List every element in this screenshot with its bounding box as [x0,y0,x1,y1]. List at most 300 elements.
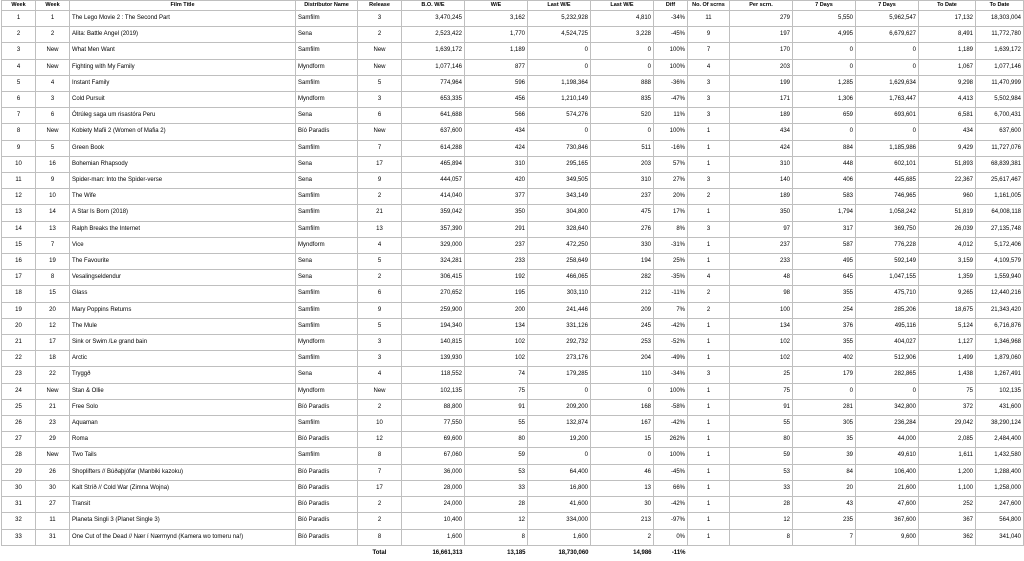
film-title-cell: Free Solo [70,399,296,415]
we-cell: 200 [465,302,528,318]
last-we-adm-cell: 30 [591,497,654,513]
seven-days-cell: 367,600 [856,513,919,529]
film-title-cell: Instant Family [70,75,296,91]
last-we-adm-cell: 13 [591,480,654,496]
diff-cell: 100% [654,59,688,75]
bo-we-cell: 36,000 [402,464,465,480]
week-cell: 1 [2,11,36,27]
we-cell: 53 [465,464,528,480]
seven-days-cell: 0 [856,59,919,75]
to-date-cell: 5,172,406 [976,237,1024,253]
diff-cell: -47% [654,92,688,108]
to-date-adm-cell: 1,499 [919,351,976,367]
table-row [2,108,1024,124]
last-we-adm-col-header: Last W/E [591,1,654,11]
film-title-cell: One Cut of the Dead // Nær í Nærmynd (Kamera wo tomeru na!) [70,529,296,545]
last-we-cell: 472,250 [528,237,591,253]
week-cell: 18 [2,286,36,302]
prev-week-cell: 1 [36,11,70,27]
bo-we-cell: 637,600 [402,124,465,140]
film-title-cell: Glass [70,286,296,302]
week-cell: 4 [2,59,36,75]
bo-we-cell: 1,639,172 [402,43,465,59]
per-screen-cell: 48 [730,270,793,286]
prev-week-cell: 9 [36,173,70,189]
prev-week-cell: New [36,448,70,464]
diff-cell: 100% [654,124,688,140]
per-screen-cell: 28 [730,497,793,513]
prev-week-cell: 15 [36,286,70,302]
distributor-cell: Samfilm [296,448,358,464]
per-screen-cell: 102 [730,351,793,367]
per-screen-cell: 97 [730,221,793,237]
seven-days-adm-cell: 317 [793,221,856,237]
bo-we-cell: 1,600 [402,529,465,545]
we-cell: 59 [465,448,528,464]
last-we-cell: 295,165 [528,156,591,172]
week-cell: 17 [2,270,36,286]
week-cell: 27 [2,432,36,448]
diff-cell: 17% [654,205,688,221]
we-cell: 3,162 [465,11,528,27]
to-date-adm-cell: 1,100 [919,480,976,496]
totals-last-we-adm: 14,986 [633,549,652,556]
we-cell: 28 [465,497,528,513]
per-screen-cell: 100 [730,302,793,318]
per-screen-cell: 279 [730,11,793,27]
prev-week-col-header: Week [36,1,70,11]
seven-days-cell: 106,400 [856,464,919,480]
to-date-adm-col-header: To Date [919,1,976,11]
bo-we-cell: 444,057 [402,173,465,189]
seven-days-cell: 1,763,447 [856,92,919,108]
table-row [2,529,1024,545]
last-we-cell: 4,524,725 [528,27,591,43]
screens-cell: 1 [688,254,730,270]
table-row [2,43,1024,59]
last-we-cell: 5,232,928 [528,11,591,27]
last-we-cell: 64,400 [528,464,591,480]
release-cell: 3 [358,92,402,108]
box-office-table [1,0,1024,561]
release-cell: 4 [358,367,402,383]
last-we-cell: 41,600 [528,497,591,513]
release-cell: 17 [358,156,402,172]
screens-cell: 7 [688,43,730,59]
week-cell: 25 [2,399,36,415]
distributor-cell: Bíó Paradís [296,432,358,448]
week-cell: 29 [2,464,36,480]
table-header [2,1,1024,11]
distributor-cell: Samfilm [296,43,358,59]
diff-cell: -31% [654,237,688,253]
prev-week-cell: 26 [36,464,70,480]
screens-cell: 4 [688,270,730,286]
to-date-adm-cell: 26,039 [919,221,976,237]
prev-week-cell: 12 [36,318,70,334]
seven-days-adm-cell: 20 [793,480,856,496]
we-cell: 195 [465,286,528,302]
prev-week-cell: 13 [36,221,70,237]
week-cell: 22 [2,351,36,367]
seven-days-adm-cell: 1,285 [793,75,856,91]
last-we-col-header: Last W/E [528,1,591,11]
release-cell: 2 [358,189,402,205]
screens-cell: 3 [688,108,730,124]
last-we-adm-cell: 835 [591,92,654,108]
last-we-adm-cell: 4,810 [591,11,654,27]
seven-days-adm-cell: 0 [793,124,856,140]
bo-we-cell: 2,523,422 [402,27,465,43]
release-cell: 6 [358,286,402,302]
to-date-cell: 1,639,172 [976,43,1024,59]
screens-cell: 1 [688,513,730,529]
film-title-cell: Transit [70,497,296,513]
seven-days-adm-cell: 355 [793,335,856,351]
seven-days-adm-cell: 448 [793,156,856,172]
table-row [2,367,1024,383]
table-row [2,173,1024,189]
screens-cell: 1 [688,124,730,140]
seven-days-cell: 475,710 [856,286,919,302]
seven-days-adm-cell: 884 [793,140,856,156]
we-cell: 33 [465,480,528,496]
table-row [2,254,1024,270]
prev-week-cell: 4 [36,75,70,91]
prev-week-cell: 7 [36,237,70,253]
seven-days-adm-cell: 495 [793,254,856,270]
bo-we-cell: 259,900 [402,302,465,318]
per-screen-cell: 199 [730,75,793,91]
seven-days-cell: 1,185,986 [856,140,919,156]
last-we-adm-cell: 167 [591,416,654,432]
seven-days-adm-cell: 587 [793,237,856,253]
week-cell: 26 [2,416,36,432]
per-screen-cell: 134 [730,318,793,334]
release-col-header: Release [358,1,402,11]
last-we-cell: 16,800 [528,480,591,496]
diff-cell: 66% [654,480,688,496]
diff-cell: 100% [654,43,688,59]
film-title-cell: Shoplifters // Búðaþjófar (Manbiki kazoku) [70,464,296,480]
per-screen-cell: 91 [730,399,793,415]
prev-week-cell: 17 [36,335,70,351]
film-title-cell: Vice [70,237,296,253]
distributor-cell: Myndform [296,237,358,253]
table-row [2,335,1024,351]
to-date-cell: 1,267,491 [976,367,1024,383]
to-date-adm-cell: 1,189 [919,43,976,59]
we-cell: 8 [465,529,528,545]
we-cell: 192 [465,270,528,286]
diff-cell: -45% [654,27,688,43]
to-date-cell: 2,484,400 [976,432,1024,448]
we-cell: 1,189 [465,43,528,59]
distributor-col-header: Distributor Name [296,1,358,11]
film-title-cell: Tryggð [70,367,296,383]
week-cell: 20 [2,318,36,334]
last-we-adm-cell: 520 [591,108,654,124]
per-screen-cell: 424 [730,140,793,156]
table-row [2,59,1024,75]
release-cell: 6 [358,108,402,124]
prev-week-cell: 29 [36,432,70,448]
to-date-cell: 25,617,467 [976,173,1024,189]
film-title-cell: The Lego Movie 2 : The Second Part [70,11,296,27]
seven-days-adm-cell: 402 [793,351,856,367]
distributor-cell: Sena [296,367,358,383]
diff-cell: 8% [654,221,688,237]
diff-cell: 25% [654,254,688,270]
last-we-cell: 466,065 [528,270,591,286]
seven-days-cell: 1,629,634 [856,75,919,91]
last-we-adm-cell: 212 [591,286,654,302]
screens-cell: 1 [688,432,730,448]
bo-we-cell: 641,688 [402,108,465,124]
to-date-adm-cell: 51,893 [919,156,976,172]
to-date-cell: 4,109,579 [976,254,1024,270]
table-row [2,318,1024,334]
seven-days-adm-cell: 35 [793,432,856,448]
diff-cell: -42% [654,497,688,513]
to-date-adm-cell: 252 [919,497,976,513]
per-screen-cell: 189 [730,108,793,124]
per-screen-cell: 55 [730,416,793,432]
we-cell: 1,770 [465,27,528,43]
diff-cell: 100% [654,383,688,399]
to-date-cell: 11,470,999 [976,75,1024,91]
bo-we-cell: 465,894 [402,156,465,172]
release-cell: 5 [358,75,402,91]
seven-days-cell: 21,600 [856,480,919,496]
bo-we-cell: 24,000 [402,497,465,513]
screens-cell: 1 [688,318,730,334]
seven-days-adm-cell: 0 [793,43,856,59]
to-date-adm-cell: 362 [919,529,976,545]
to-date-adm-cell: 372 [919,399,976,415]
to-date-cell: 564,800 [976,513,1024,529]
per-screen-cell: 189 [730,189,793,205]
last-we-adm-cell: 15 [591,432,654,448]
to-date-cell: 1,161,005 [976,189,1024,205]
to-date-cell: 1,288,400 [976,464,1024,480]
table-body [2,11,1024,546]
week-cell: 21 [2,335,36,351]
seven-days-cell: 369,750 [856,221,919,237]
week-cell: 11 [2,173,36,189]
film-title-cell: Two Tails [70,448,296,464]
last-we-cell: 1,600 [528,529,591,545]
bo-we-cell: 118,552 [402,367,465,383]
to-date-adm-cell: 9,265 [919,286,976,302]
film-title-cell: Ótrúleg saga um risastóra Peru [70,108,296,124]
last-we-adm-cell: 213 [591,513,654,529]
film-title-cell: Mary Poppins Returns [70,302,296,318]
seven-days-cell: 44,000 [856,432,919,448]
seven-days-cell: 1,047,155 [856,270,919,286]
we-cell: 55 [465,416,528,432]
distributor-cell: Samfilm [296,11,358,27]
last-we-adm-cell: 237 [591,189,654,205]
seven-days-adm-cell: 659 [793,108,856,124]
to-date-cell: 341,040 [976,529,1024,545]
to-date-adm-cell: 2,085 [919,432,976,448]
seven-days-adm-cell: 281 [793,399,856,415]
to-date-cell: 1,879,060 [976,351,1024,367]
film-title-cell: Green Book [70,140,296,156]
last-we-cell: 1,198,364 [528,75,591,91]
we-cell: 350 [465,205,528,221]
seven-days-cell: 512,906 [856,351,919,367]
film-title-cell: Sink or Swim /Le grand bain [70,335,296,351]
diff-cell: -16% [654,140,688,156]
bo-we-cell: 28,000 [402,480,465,496]
last-we-cell: 349,505 [528,173,591,189]
last-we-adm-cell: 209 [591,302,654,318]
last-we-cell: 304,800 [528,205,591,221]
diff-cell: 262% [654,432,688,448]
seven-days-cell: 776,228 [856,237,919,253]
seven-days-cell: 0 [856,43,919,59]
last-we-cell: 0 [528,124,591,140]
to-date-adm-cell: 22,367 [919,173,976,189]
screens-cell: 1 [688,205,730,221]
table-row [2,351,1024,367]
totals-we: 13,185 [507,549,526,556]
prev-week-cell: 10 [36,189,70,205]
screens-cell: 9 [688,27,730,43]
last-we-cell: 303,110 [528,286,591,302]
week-cell: 23 [2,367,36,383]
prev-week-cell: 3 [36,92,70,108]
prev-week-cell: 2 [36,27,70,43]
we-cell: 424 [465,140,528,156]
week-cell: 19 [2,302,36,318]
to-date-cell: 27,135,748 [976,221,1024,237]
table-row [2,383,1024,399]
release-cell: 5 [358,318,402,334]
week-cell: 7 [2,108,36,124]
release-cell: 13 [358,221,402,237]
bo-we-cell: 88,800 [402,399,465,415]
bo-we-cell: 102,135 [402,383,465,399]
we-cell: 12 [465,513,528,529]
header-row [2,1,1024,11]
distributor-cell: Samfilm [296,318,358,334]
film-title-cell: Planeta Singli 3 (Planet Single 3) [70,513,296,529]
per-screen-cell: 33 [730,480,793,496]
we-cell: 237 [465,237,528,253]
film-title-cell: Kalt Stríð // Cold War (Zimna Wojna) [70,480,296,496]
seven-days-adm-cell: 84 [793,464,856,480]
prev-week-cell: 21 [36,399,70,415]
week-cell: 14 [2,221,36,237]
screens-cell: 1 [688,399,730,415]
last-we-adm-cell: 168 [591,399,654,415]
distributor-cell: Bíó Paradís [296,464,358,480]
prev-week-cell: 18 [36,351,70,367]
diff-cell: -49% [654,351,688,367]
distributor-cell: Samfilm [296,189,358,205]
distributor-cell: Sena [296,156,358,172]
last-we-adm-cell: 110 [591,367,654,383]
film-title-cell: Aquaman [70,416,296,432]
distributor-cell: Myndform [296,59,358,75]
prev-week-cell: New [36,59,70,75]
to-date-adm-cell: 17,132 [919,11,976,27]
we-col-header: W/E [465,1,528,11]
distributor-cell: Sena [296,270,358,286]
to-date-cell: 431,600 [976,399,1024,415]
release-cell: 17 [358,480,402,496]
table-row [2,205,1024,221]
per-screen-cell: 53 [730,464,793,480]
screens-cell: 11 [688,11,730,27]
distributor-cell: Samfilm [296,286,358,302]
release-cell: 21 [358,205,402,221]
seven-days-adm-cell: 1,794 [793,205,856,221]
table-row [2,286,1024,302]
table-row [2,124,1024,140]
last-we-cell: 343,149 [528,189,591,205]
to-date-cell: 21,343,420 [976,302,1024,318]
to-date-adm-cell: 4,012 [919,237,976,253]
to-date-adm-cell: 1,067 [919,59,976,75]
week-cell: 24 [2,383,36,399]
release-cell: 9 [358,173,402,189]
film-title-cell: What Men Want [70,43,296,59]
per-screen-cell: 25 [730,367,793,383]
last-we-cell: 179,285 [528,367,591,383]
prev-week-cell: 5 [36,140,70,156]
we-cell: 434 [465,124,528,140]
diff-cell: 27% [654,173,688,189]
table-row [2,480,1024,496]
last-we-cell: 334,000 [528,513,591,529]
film-title-cell: Spider-man: Into the Spider-verse [70,173,296,189]
week-cell: 10 [2,156,36,172]
seven-days-col-header: 7 Days [856,1,919,11]
bo-we-cell: 329,000 [402,237,465,253]
prev-week-cell: New [36,383,70,399]
to-date-cell: 637,600 [976,124,1024,140]
film-title-cell: The Mule [70,318,296,334]
film-title-cell: Cold Pursuit [70,92,296,108]
distributor-cell: Sena [296,254,358,270]
to-date-adm-cell: 434 [919,124,976,140]
distributor-cell: Samfilm [296,302,358,318]
film-title-cell: Stan & Ollie [70,383,296,399]
week-cell: 15 [2,237,36,253]
release-cell: New [358,383,402,399]
to-date-cell: 18,303,004 [976,11,1024,27]
release-cell: 12 [358,432,402,448]
prev-week-cell: New [36,43,70,59]
table-row [2,416,1024,432]
table-row [2,27,1024,43]
we-cell: 596 [465,75,528,91]
film-title-cell: Ralph Breaks the Internet [70,221,296,237]
week-cell: 28 [2,448,36,464]
last-we-cell: 730,846 [528,140,591,156]
diff-cell: -45% [654,464,688,480]
to-date-cell: 64,008,118 [976,205,1024,221]
prev-week-cell: 23 [36,416,70,432]
last-we-adm-cell: 888 [591,75,654,91]
per-screen-cell: 12 [730,513,793,529]
to-date-adm-cell: 1,127 [919,335,976,351]
film-title-cell: Fighting with My Family [70,59,296,75]
